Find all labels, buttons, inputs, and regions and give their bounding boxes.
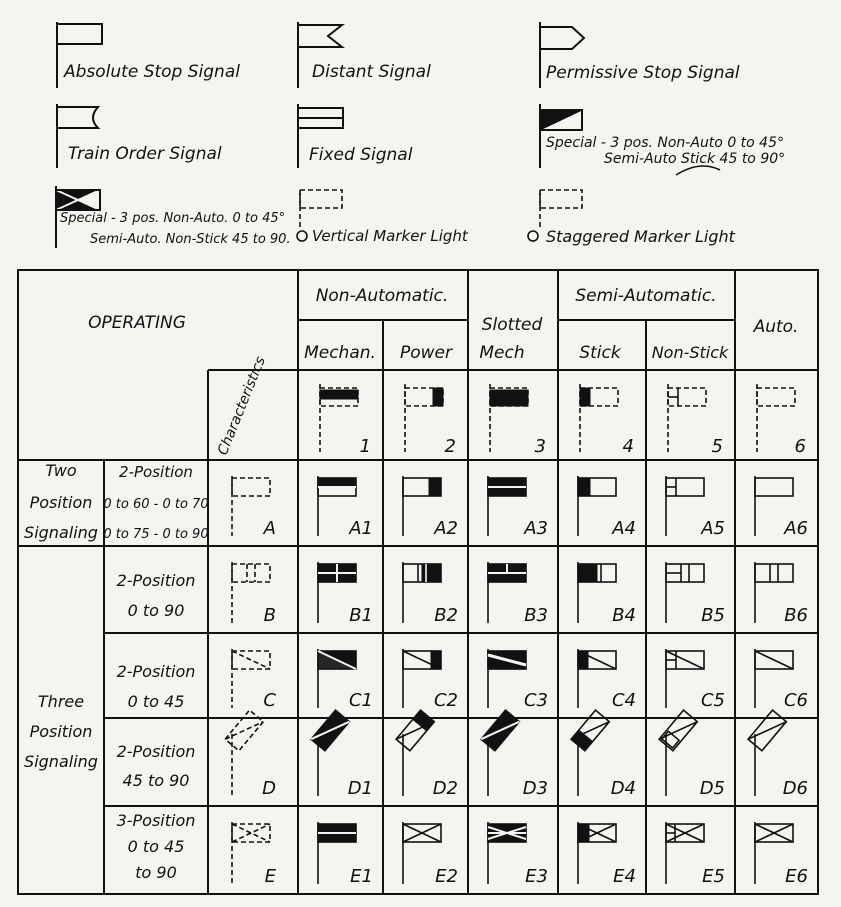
operating-header: OPERATING [88,313,186,333]
col-power-header: Power [399,343,453,363]
cell-e1-label: E1 [350,866,373,887]
special-stick-line1: Special - 3 pos. Non-Auto 0 to 45° [546,135,784,151]
special-nonstick-line2: Semi-Auto. Non-Stick 45 to 90. [90,232,291,247]
three-position-line2: Position [29,722,93,741]
row-e-desc-3: to 90 [135,863,177,882]
slotted-header: Slotted [481,315,543,335]
cell-e4-label: E4 [613,866,636,887]
row-d-char-label: D [262,778,276,799]
column-2-symbol [405,384,443,452]
pencil-mark [676,166,720,175]
two-position-line2: Position [29,493,93,512]
row-b-char-label: B [263,605,276,626]
cell-c1-label: C1 [348,690,373,711]
column-6-symbol [757,384,795,452]
column-1-symbol [320,384,358,452]
signal-symbol-b3 [488,562,526,623]
col-mech-header: Mech [479,343,525,363]
cell-d5-label: D5 [699,778,725,799]
signal-symbol-e4 [578,822,616,884]
col-nonstick-header: Non-Stick [651,343,729,362]
signal-symbol-a5 [666,476,704,536]
three-position-line1: Three [37,692,85,711]
column-3-symbol [490,384,528,452]
non-automatic-header: Non-Automatic. [315,286,449,306]
three-position-line3: Signaling [24,752,98,771]
signal-symbol-d4 [571,710,609,796]
cell-a1-label: A1 [349,518,373,539]
row-e-char-label: E [264,866,276,887]
auto-header: Auto. [753,317,799,337]
column-number-2: 2 [444,436,456,457]
cell-d2-label: D2 [432,778,458,799]
signal-symbol-d5 [659,710,697,796]
signal-symbol-c4 [578,649,616,708]
distant-label: Distant Signal [312,62,431,82]
characteristics-header: Characteristics [214,354,269,458]
cell-c3-label: C3 [523,690,548,711]
cell-a3-label: A3 [524,518,548,539]
cell-d1-label: D1 [347,778,373,799]
signal-symbol-e3 [488,822,526,884]
row-a-char-label: A [263,518,276,539]
cell-c4-label: C4 [611,690,636,711]
cell-a5-label: A5 [701,518,725,539]
row-e-desc-1: 3-Position [116,811,196,830]
col-stick-header: Stick [579,343,621,363]
signal-symbol-b4 [578,562,616,623]
signal-symbol-d6 [748,710,786,796]
cell-a4-label: A4 [612,518,636,539]
signal-symbol-d0 [225,710,263,796]
signal-symbol-d2 [396,710,434,796]
signal-symbol-c3 [488,649,526,708]
cell-e3-label: E3 [525,866,548,887]
cell-a6-label: A6 [784,518,808,539]
signal-symbol-a3 [488,476,526,536]
column-number-1: 1 [359,436,371,457]
cell-b1-label: B1 [349,605,373,626]
cell-b3-label: B3 [524,605,548,626]
staggered-marker-label: Staggered Marker Light [546,227,735,246]
cell-b6-label: B6 [784,605,808,626]
row-b-desc-1: 2-Position [116,571,196,590]
vertical-marker-label: Vertical Marker Light [312,227,468,245]
row-a-desc-1: 2-Position [119,463,193,481]
row-c-char-label: C [263,690,276,711]
cell-b4-label: B4 [612,605,636,626]
cell-b2-label: B2 [434,605,458,626]
signal-symbol-e5 [666,822,704,884]
train-order-label: Train Order Signal [68,144,222,164]
signal-symbol-c5 [666,649,704,708]
cell-e6-label: E6 [785,866,808,887]
cell-c5-label: C5 [700,690,725,711]
cell-b5-label: B5 [701,605,725,626]
row-a-desc-2: 0 to 60 - 0 to 70 [103,497,209,512]
two-position-line3: Signaling [24,523,98,542]
column-number-5: 5 [711,436,723,457]
row-a-desc-3: 0 to 75 - 0 to 90 [103,527,209,542]
row-c-desc-2: 0 to 45 [127,692,185,711]
fixed-label: Fixed Signal [309,145,413,165]
row-b-desc-2: 0 to 90 [127,601,185,620]
column-number-6: 6 [794,436,806,457]
row-d-desc-1: 2-Position [116,742,196,761]
signal-symbol-a4 [578,476,616,536]
signal-symbol-d1 [311,710,349,796]
special-stick-line2: Semi-Auto Stick 45 to 90° [604,151,786,167]
cell-d4-label: D4 [610,778,636,799]
signal-symbol-b5 [666,562,704,623]
cell-a2-label: A2 [434,518,458,539]
permissive-stop-label: Permissive Stop Signal [546,63,740,83]
cell-d6-label: D6 [782,778,808,799]
semi-automatic-header: Semi-Automatic. [575,286,717,306]
column-number-4: 4 [622,436,634,457]
col-mechan-header: Mechan. [304,343,376,363]
cell-c6-label: C6 [783,690,808,711]
two-position-line1: Two [45,461,77,480]
row-e-desc-2: 0 to 45 [127,837,185,856]
column-4-symbol [580,384,618,452]
cell-c2-label: C2 [433,690,458,711]
column-number-3: 3 [534,436,546,457]
signal-symbol-d3 [481,710,519,796]
row-d-desc-2: 45 to 90 [122,771,190,790]
cell-e2-label: E2 [435,866,458,887]
cell-d3-label: D3 [522,778,548,799]
special-nonstick-line1: Special - 3 pos. Non-Auto. 0 to 45° [60,211,286,226]
absolute-stop-label: Absolute Stop Signal [64,62,240,82]
cell-e5-label: E5 [702,866,725,887]
column-5-symbol [668,384,706,452]
row-c-desc-1: 2-Position [116,662,196,681]
